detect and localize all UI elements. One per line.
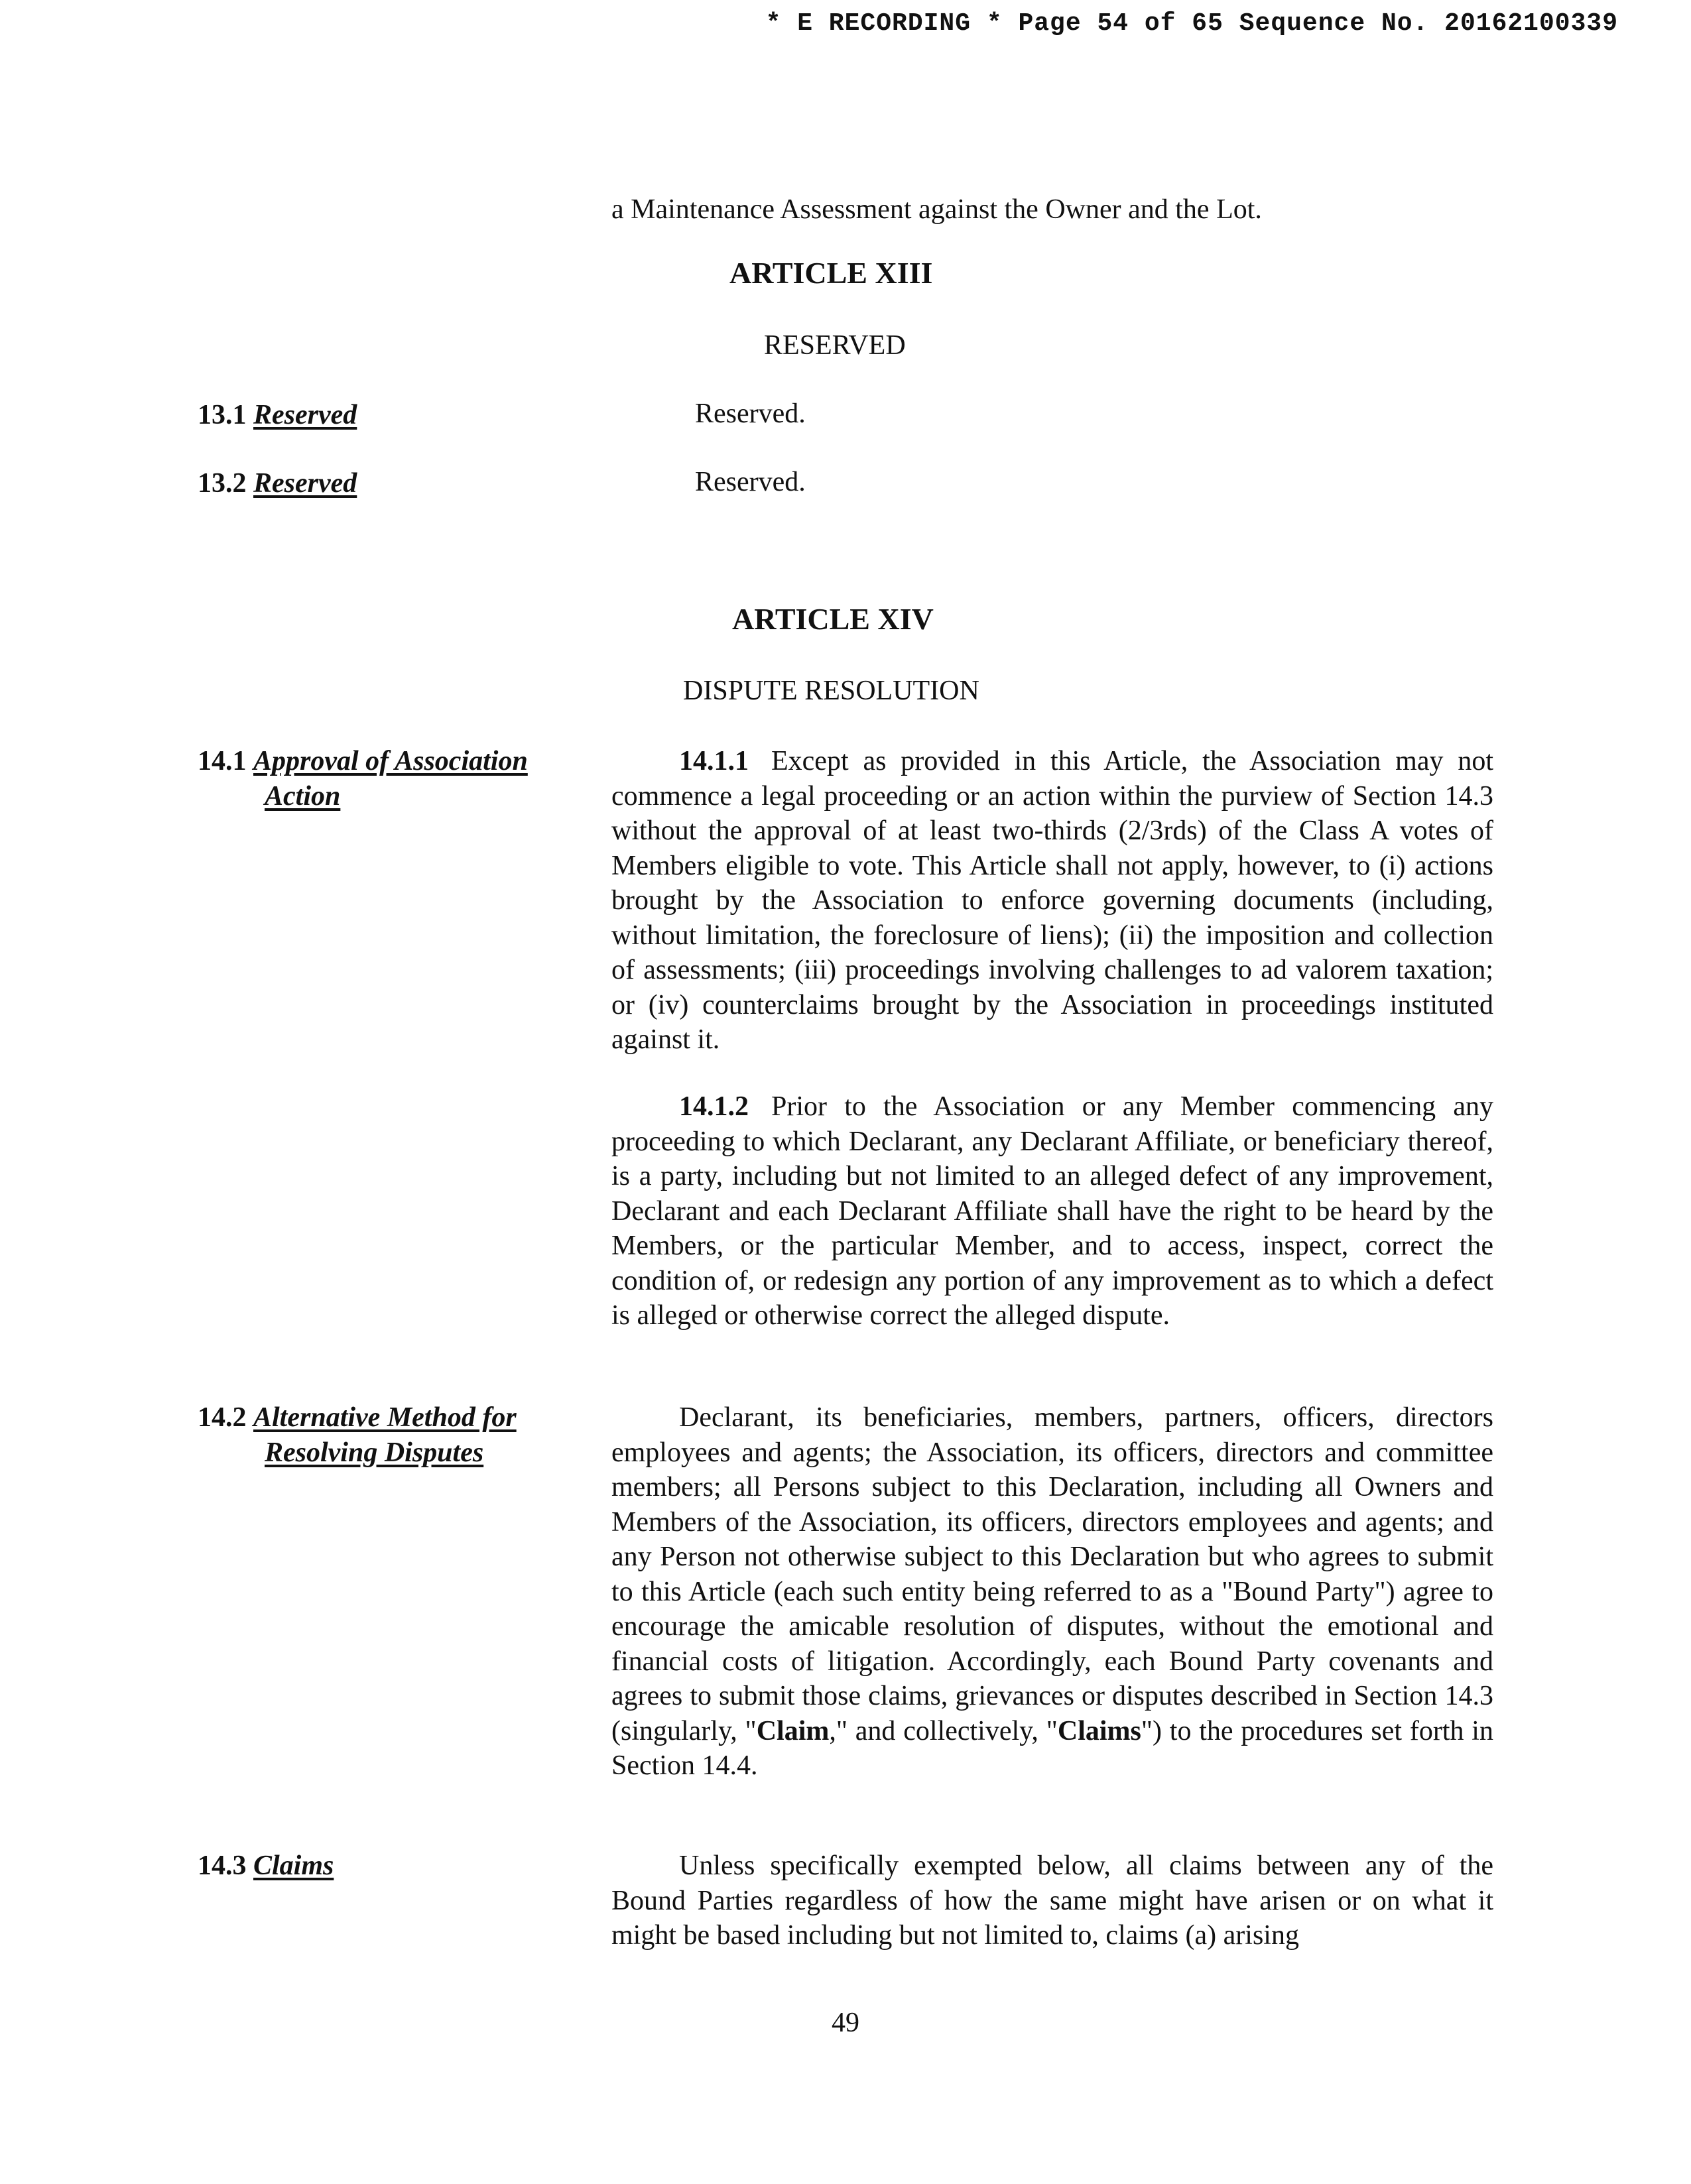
section-13-1-label [198, 398, 357, 433]
section-title-line2: Resolving Disputes [265, 1437, 484, 1468]
defined-term-claims: Claims [1057, 1715, 1141, 1746]
section-14-2-label [198, 1400, 517, 1470]
paragraph-text-part3: ") to the procedures set forth in Section 14.4. [611, 1715, 1493, 1781]
section-title-line1: Approval of Association [253, 746, 528, 776]
section-13-2-label [198, 466, 357, 501]
section-title-line1: Alternative Method for [253, 1402, 517, 1433]
section-14-2-paragraph [611, 1400, 1493, 1784]
section-number: 14.2 [198, 1402, 247, 1433]
article-xiv-title: ARTICLE XIV [732, 602, 934, 636]
article-xiii-subtitle: RESERVED [764, 330, 906, 361]
section-number: 14.1 [198, 746, 247, 776]
page-number: 49 [832, 2008, 859, 2038]
section-14-3-paragraph [611, 1849, 1493, 1953]
section-number: 13.1 [198, 400, 247, 430]
section-14-3-label [198, 1849, 334, 1884]
recording-stamp: * E RECORDING * Page 54 of 65 Sequence No. 20162100339 [765, 9, 1618, 38]
section-title: Reserved [253, 400, 357, 430]
section-13-1-text: Reserved. [695, 398, 806, 429]
article-xiv-subtitle: DISPUTE RESOLUTION [683, 676, 979, 706]
section-title: Reserved [253, 468, 357, 499]
section-title: Claims [253, 1850, 334, 1881]
section-14-1-label [198, 744, 528, 814]
section-title-line2: Action [265, 780, 341, 812]
section-14-1-1-paragraph [611, 744, 1493, 1058]
section-number: 14.3 [198, 1850, 247, 1881]
subsection-number: 14.1.2 [679, 1091, 749, 1122]
subsection-text: Except as provided in this Article, the Association may not commence a legal proceeding or an action within the purview of Section 14.3 without the approval of at least two-thirds (2/3rds) of the Class A votes of Members eligible to vote. This Article shall not apply, however, to (i) actions brought by the Association to enforce governing documents (including, without limitation, the foreclosure of liens); (ii) the imposition and collection of assessments; (iii) proceedings involving challenges to ad valorem taxation; or (iv) counterclaims brought by the Association in proceedings instituted against it. [611, 746, 1493, 1055]
section-14-1-2-paragraph [611, 1089, 1493, 1333]
carryover-text: a Maintenance Assessment against the Owner and the Lot. [611, 194, 1262, 225]
paragraph-text-part2: ," and collectively, " [829, 1715, 1058, 1746]
article-xiii-title: ARTICLE XIII [729, 256, 933, 290]
paragraph-text: Unless specifically exempted below, all claims between any of the Bound Parties regardless of how the same might have arisen or on what it might be based including but not limited to, claims (a) arising [611, 1850, 1493, 1951]
section-13-2-text: Reserved. [695, 467, 806, 497]
paragraph-text-part1: Declarant, its beneficiaries, members, partners, officers, directors employees and agents; the Association, its officers, directors and committee members; all Persons subject to this Declaration, including all Owners and Members of the Association, its officers, directors employees and agents; and any Person not otherwise subject to this Declaration but who agrees to submit to this Article (each such entity being referred to as a "Bound Party") agree to encourage the amicable resolution of disputes, without the emotional and financial costs of litigation. Accordingly, each Bound Party covenants and agrees to submit those claims, grievances or disputes described in Section 14.3 (singularly, " [611, 1402, 1493, 1746]
subsection-number: 14.1.1 [679, 746, 749, 776]
subsection-text: Prior to the Association or any Member commencing any proceeding to which Declarant, any Declarant Affiliate, or beneficiary thereof, is a party, including but not limited to an alleged defect of any improvement, Declarant and each Declarant Affiliate shall have the right to be heard by the Members, or the particular Member, and to access, inspect, correct the condition of, or redesign any portion of any improvement as to which a defect is alleged or otherwise correct the alleged dispute. [611, 1091, 1493, 1331]
defined-term-claim: Claim [756, 1715, 830, 1746]
section-number: 13.2 [198, 468, 247, 499]
